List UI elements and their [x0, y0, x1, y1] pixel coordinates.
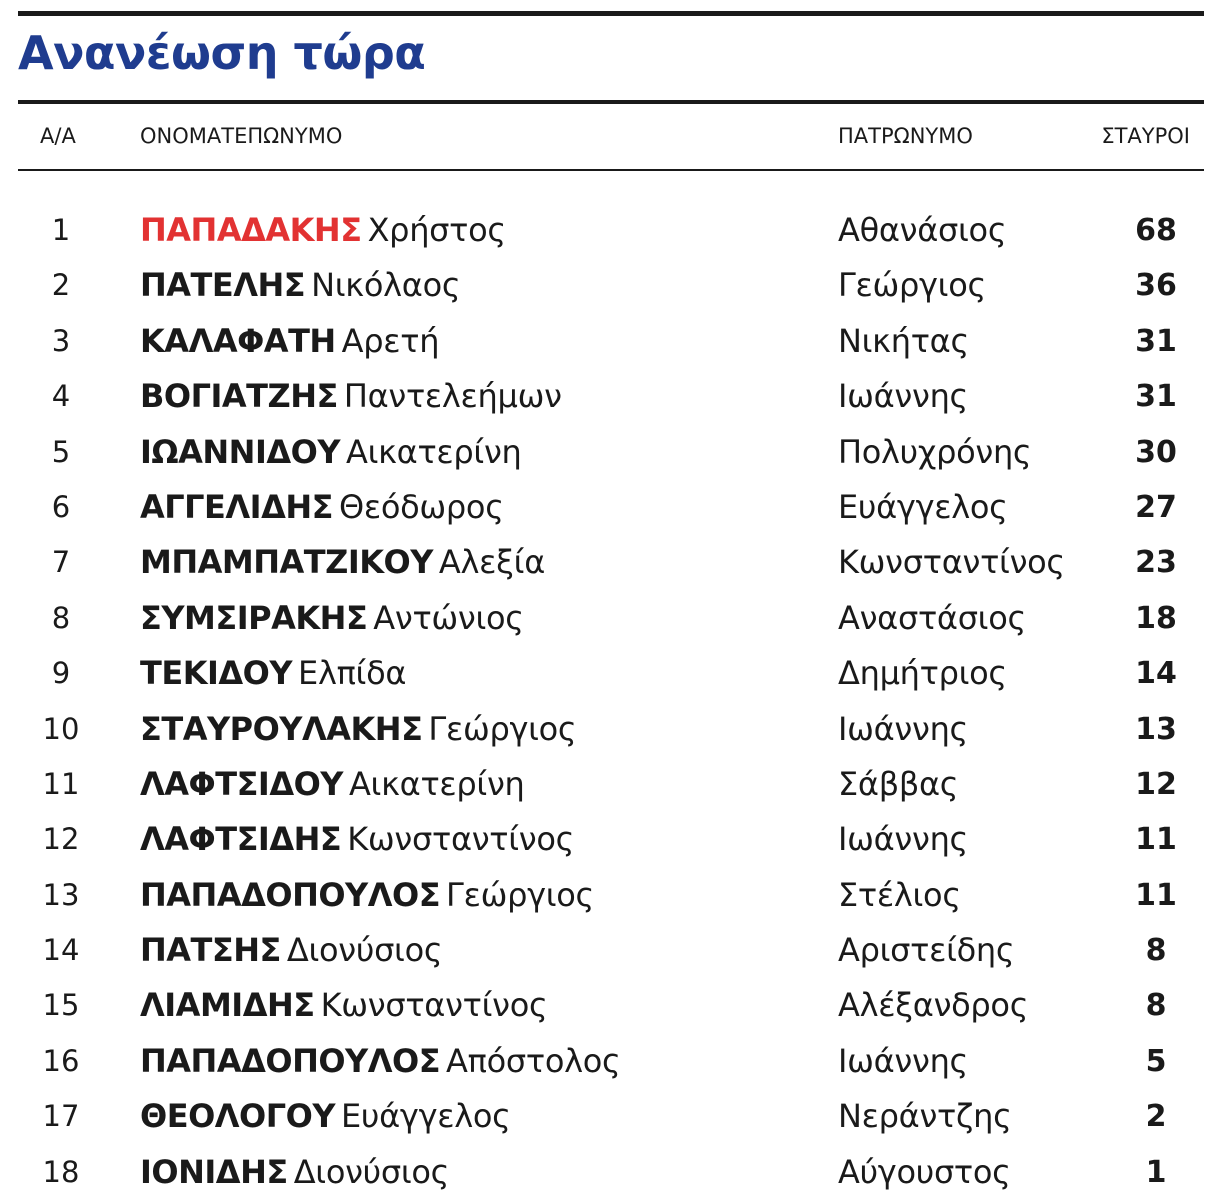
candidate-list	[18, 203, 1204, 1200]
candidate-patronymic: Ιωάννης	[838, 820, 969, 859]
candidate-name	[140, 369, 562, 424]
title-divider	[18, 100, 1204, 104]
candidate-name	[140, 425, 522, 480]
candidate-crosses: 11	[1135, 822, 1177, 858]
row-number: 17	[42, 1099, 80, 1134]
table-row	[18, 258, 1204, 313]
candidate-name	[140, 978, 548, 1033]
candidate-firstname: Αικατερίνη	[345, 432, 522, 471]
candidate-surname: ΛΙΑΜΙΔΗΣ	[140, 986, 315, 1025]
candidate-surname: ΑΓΓΕΛΙΔΗΣ	[140, 487, 333, 526]
candidate-name	[140, 314, 439, 369]
candidate-surname: ΠΑΠΑΔΟΠΟΥΛΟΣ	[140, 875, 441, 914]
candidate-surname: ΠΑΤΕΛΗΣ	[140, 266, 306, 305]
candidate-firstname: Γεώργιος	[428, 709, 577, 748]
candidate-crosses: 23	[1135, 545, 1177, 581]
candidate-surname: ΒΟΓΙΑΤΖΗΣ	[140, 377, 338, 416]
candidate-firstname: Κωνσταντίνος	[320, 986, 548, 1025]
row-number: 5	[51, 434, 71, 469]
candidate-firstname: Διονύσιος	[293, 1152, 450, 1191]
table-row	[18, 480, 1204, 535]
top-rule	[18, 11, 1204, 16]
candidate-name	[140, 923, 442, 978]
candidate-crosses: 8	[1145, 933, 1167, 969]
row-number: 12	[42, 822, 80, 857]
candidate-surname: ΜΠΑΜΠΑΤΖΙΚΟΥ	[140, 543, 433, 582]
candidate-firstname: Αντώνιος	[373, 598, 524, 637]
row-number: 7	[51, 545, 71, 580]
candidate-crosses: 13	[1135, 711, 1177, 747]
row-number: 18	[42, 1154, 80, 1189]
candidate-firstname: Νικόλαος	[311, 266, 461, 305]
candidate-patronymic: Αναστάσιος	[838, 598, 1026, 637]
candidate-patronymic: Γεώργιος	[838, 266, 986, 305]
row-number: 2	[51, 268, 71, 303]
candidate-firstname: Αικατερίνη	[348, 764, 525, 803]
candidate-name	[140, 812, 574, 867]
row-number: 6	[51, 489, 71, 524]
candidate-crosses: 11	[1135, 877, 1177, 913]
candidate-crosses: 31	[1135, 323, 1177, 359]
candidate-firstname: Αλεξία	[438, 543, 545, 582]
table-row	[18, 369, 1204, 424]
table-row	[18, 757, 1204, 812]
candidate-patronymic: Ιωάννης	[838, 377, 969, 416]
candidate-surname: ΛΑΦΤΣΙΔΟΥ	[140, 764, 343, 803]
candidate-crosses: 27	[1135, 489, 1177, 525]
table-row	[18, 646, 1204, 701]
candidate-crosses: 30	[1135, 434, 1177, 470]
row-number: 8	[51, 600, 71, 635]
candidate-crosses: 14	[1135, 656, 1177, 692]
candidate-firstname: Αρετή	[341, 321, 440, 360]
table-row	[18, 591, 1204, 646]
candidate-patronymic: Αύγουστος	[838, 1152, 1011, 1191]
candidate-surname: ΛΑΦΤΣΙΔΗΣ	[140, 820, 342, 859]
row-number: 15	[42, 988, 80, 1023]
candidate-patronymic: Αθανάσιος	[838, 211, 1007, 249]
candidate-firstname: Ευάγγελος	[341, 1097, 511, 1136]
candidate-crosses: 31	[1135, 379, 1177, 415]
candidate-surname: ΠΑΤΣΗΣ	[140, 931, 281, 970]
candidate-patronymic: Αλέξανδρος	[838, 986, 1029, 1025]
row-number: 11	[42, 766, 80, 801]
table-row	[18, 425, 1204, 480]
candidate-surname: ΙΩΑΝΝΙΔΟΥ	[140, 432, 340, 471]
table-header	[18, 124, 1204, 154]
candidate-name	[140, 535, 545, 590]
candidate-patronymic: Νικήτας	[838, 321, 969, 360]
candidate-name	[140, 203, 506, 258]
candidate-surname: ΘΕΟΛΟΓΟΥ	[140, 1097, 335, 1136]
candidate-patronymic: Σάββας	[838, 764, 959, 803]
table-row	[18, 314, 1204, 369]
header-patronymic: ΠΑΤΡΩΝΥΜΟ	[838, 124, 973, 148]
table-row	[18, 868, 1204, 923]
candidate-surname: ΙΟΝΙΔΗΣ	[140, 1152, 288, 1191]
candidate-firstname: Διονύσιος	[286, 931, 443, 970]
table-row	[18, 812, 1204, 867]
row-number: 3	[51, 323, 71, 358]
candidate-crosses: 1	[1145, 1154, 1167, 1190]
candidate-patronymic: Νεράντζης	[838, 1097, 1012, 1136]
row-number: 16	[42, 1043, 80, 1078]
candidate-name	[140, 757, 525, 812]
row-number: 4	[51, 379, 71, 414]
candidate-firstname: Κωνσταντίνος	[347, 820, 575, 859]
candidate-patronymic: Στέλιος	[838, 875, 961, 914]
results-table-page	[18, 0, 1204, 1200]
candidate-name	[140, 480, 504, 535]
candidate-firstname: Απόστολος	[446, 1041, 621, 1080]
candidate-patronymic: Κωνσταντίνος	[838, 543, 1065, 582]
candidate-name	[140, 1145, 449, 1200]
header-crosses: ΣΤΑΥΡΟΙ	[1101, 124, 1190, 148]
candidate-crosses: 12	[1135, 766, 1177, 802]
row-number: 1	[51, 213, 71, 247]
candidate-firstname: Ελπίδα	[298, 654, 407, 693]
page-title: Ανανέωση τώρα	[18, 26, 426, 80]
candidate-name	[140, 868, 594, 923]
row-number: 14	[42, 933, 80, 968]
candidate-patronymic: Ιωάννης	[838, 1041, 969, 1080]
table-row	[18, 978, 1204, 1033]
table-row	[18, 923, 1204, 978]
candidate-patronymic: Πολυχρόνης	[838, 432, 1032, 471]
candidate-firstname: Χρήστος	[367, 211, 506, 249]
candidate-patronymic: Ιωάννης	[838, 709, 969, 748]
header-divider	[18, 169, 1204, 171]
header-aa: Α/Α	[40, 124, 76, 148]
candidate-name	[140, 702, 576, 757]
candidate-surname: ΤΕΚΙΔΟΥ	[140, 654, 293, 693]
candidate-surname: ΠΑΠΑΔΑΚΗΣ	[140, 211, 362, 249]
candidate-name	[140, 1089, 511, 1144]
candidate-surname: ΣΥΜΣΙΡΑΚΗΣ	[140, 598, 368, 637]
row-number: 10	[42, 711, 80, 746]
candidate-patronymic: Ευάγγελος	[838, 487, 1008, 526]
candidate-name	[140, 591, 524, 646]
table-row	[18, 535, 1204, 590]
candidate-name	[140, 1034, 621, 1089]
table-row	[18, 1145, 1204, 1200]
candidate-crosses: 8	[1145, 988, 1167, 1024]
row-number: 13	[42, 877, 80, 912]
candidate-crosses: 36	[1135, 268, 1177, 304]
candidate-firstname: Γεώργιος	[446, 875, 595, 914]
header-name: ΟΝΟΜΑΤΕΠΩΝΥΜΟ	[140, 124, 343, 148]
candidate-crosses: 5	[1145, 1043, 1167, 1079]
candidate-firstname: Παντελεήμων	[343, 377, 562, 416]
table-row	[18, 1034, 1204, 1089]
table-row	[18, 203, 1204, 258]
candidate-surname: ΣΤΑΥΡΟΥΛΑΚΗΣ	[140, 709, 423, 748]
candidate-name	[140, 646, 406, 701]
table-row	[18, 702, 1204, 757]
candidate-crosses: 68	[1135, 213, 1177, 248]
candidate-crosses: 2	[1145, 1099, 1167, 1135]
candidate-crosses: 18	[1135, 600, 1177, 636]
candidate-firstname: Θεόδωρος	[338, 487, 504, 526]
row-number: 9	[51, 656, 71, 691]
candidate-patronymic: Δημήτριος	[838, 654, 1007, 693]
candidate-name	[140, 258, 460, 313]
candidate-surname: ΠΑΠΑΔΟΠΟΥΛΟΣ	[140, 1041, 441, 1080]
candidate-surname: ΚΑΛΑΦΑΤΗ	[140, 321, 336, 360]
table-row	[18, 1089, 1204, 1144]
candidate-patronymic: Αριστείδης	[838, 931, 1015, 970]
